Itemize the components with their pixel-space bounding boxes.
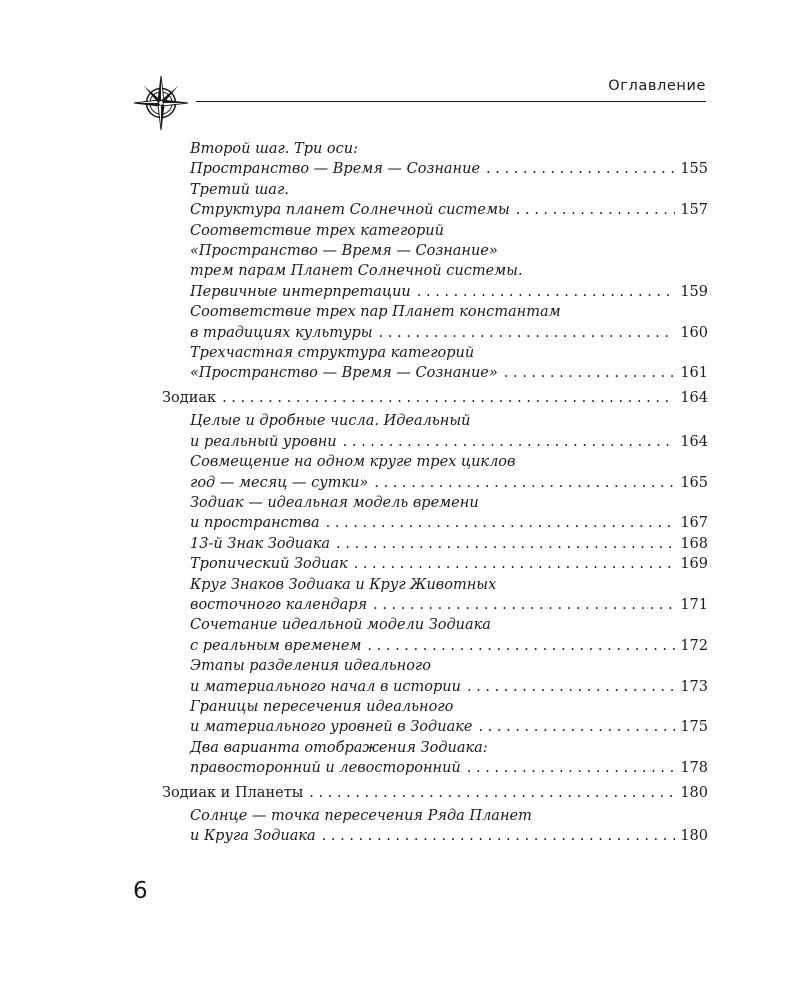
toc-entry[interactable] [162,221,708,303]
toc-entry[interactable] [162,411,708,452]
header-rule [196,101,706,102]
dot-leader [516,200,676,220]
toc-entry-title-line: Первичные интерпретации [190,283,411,300]
toc-entry-title-line: «Пространство — Время — Сознание» [190,365,498,382]
toc-entry-title-line: Зодиак — идеальная модель времени [190,494,479,511]
toc-entry-title-line: Соответствие трех категорий [190,222,444,239]
toc-entry-title-line: и пространства [190,515,320,532]
toc-entry-title-line: Второй шаг. Три оси: [190,141,358,157]
toc-page-number: 169 [680,556,708,573]
toc-entry-title-line: Тропический Зодиак [190,556,348,573]
dot-leader [467,677,675,697]
compass-rose-icon [132,74,190,132]
toc-entry-title-line: Этапы разделения идеального [190,658,431,675]
toc-page-number: 160 [680,324,708,341]
dot-leader [373,595,675,615]
running-title: Оглавление [608,78,706,94]
toc-entry-title-line: Круг Знаков Зодиака и Круг Животных [190,576,497,593]
toc-entry-title-line: Трехчастная структура категорий [190,345,475,362]
toc-entry[interactable] [162,493,708,534]
toc-page-number: 157 [680,202,708,219]
toc-entry-title-line: Целые и дробные числа. Идеальный [190,413,471,430]
toc-entry[interactable] [162,575,708,616]
toc-entry-title-line: правосторонний и левосторонний [190,760,461,777]
toc-entry[interactable] [162,738,708,779]
toc-entry[interactable] [162,180,708,221]
dot-leader [343,432,676,452]
dot-leader [222,388,675,408]
dot-leader [322,826,676,846]
toc-page-number: 168 [680,535,708,552]
page-number: 6 [133,878,148,904]
toc-entry-title-line: в традициях культуры [190,324,373,341]
toc-entry[interactable] [162,554,708,574]
toc-entry[interactable] [162,615,708,656]
toc-page-number: 155 [680,161,708,178]
toc-entry-title-line: восточного календаря [190,596,368,613]
toc-page-number: 178 [680,760,708,777]
dot-leader [504,363,676,383]
toc-entry-title-line: Солнце — точка пересечения Ряда Планет [190,808,532,824]
toc-entry-title-line: Сочетание идеальной модели Зодиака [190,617,491,634]
toc-page-number: 175 [680,719,708,736]
toc-page-number: 164 [680,433,708,450]
toc-page-number: 172 [680,637,708,654]
toc-entry[interactable] [162,656,708,697]
toc-entry[interactable] [162,302,708,343]
toc-entry-title-line: Зодиак и Планеты [162,784,304,801]
toc-entry-title-line: Границы пересечения идеального [190,698,454,715]
toc-entry-title-line: Два варианта отображения Зодиака: [190,739,488,756]
dot-leader [417,282,676,302]
toc-page-number: 161 [680,365,708,382]
dot-leader [467,758,676,778]
toc-entry[interactable] [162,534,708,554]
toc-entry-title-line: с реальным временем [190,637,362,654]
toc-entry-title-line: Совмещение на одном круге трех циклов [190,454,516,471]
toc-page-number: 180 [680,828,708,845]
table-of-contents [162,139,708,847]
dot-leader [478,717,675,737]
toc-entry-title-line: и Круга Зодиака [190,828,316,845]
toc-entry-title-line: трем парам Планет Солнечной системы. [190,263,523,280]
toc-entry-title-line: Зодиак [162,389,217,406]
toc-entry-title-line: Пространство — Время — Сознание [190,161,481,178]
toc-entry[interactable] [162,806,708,847]
toc-page-number: 167 [680,515,708,532]
toc-page-number: 171 [680,596,708,613]
toc-entry-title-line: Соответствие трех пар Планет константам [190,304,561,321]
toc-entry-title-line: Третий шаг. [190,181,289,198]
toc-page-number: 173 [680,678,708,695]
toc-entry-title-line: 13-й Знак Зодиака [190,535,331,552]
toc-entry-title-line: год — месяц — сутки» [190,474,369,491]
dot-leader [336,534,675,554]
dot-leader [367,636,675,656]
toc-entry-title-line: «Пространство — Время — Сознание» [190,243,498,260]
toc-entry-title-line: Структура планет Солнечной системы [190,202,510,219]
page-header [132,70,708,130]
toc-entry-title-line: и реальный уровни [190,433,337,450]
dot-leader [354,554,676,574]
toc-chapter-entry[interactable] [162,783,708,803]
toc-chapter-entry[interactable] [162,388,708,408]
toc-entry-title-line: и материального уровней в Зодиаке [190,719,473,736]
toc-page-number: 159 [680,283,708,300]
dot-leader [486,159,675,179]
toc-entry-title-line: и материального начал в истории [190,678,461,695]
toc-page-number: 164 [680,389,708,406]
toc-entry[interactable] [162,139,708,180]
toc-entry[interactable] [162,343,708,384]
dot-leader [326,513,676,533]
toc-entry[interactable] [162,452,708,493]
toc-entry[interactable] [162,697,708,738]
dot-leader [374,473,675,493]
toc-page-number: 165 [680,474,708,491]
dot-leader [379,323,676,343]
dot-leader [309,783,675,803]
toc-page-number: 180 [680,784,708,801]
